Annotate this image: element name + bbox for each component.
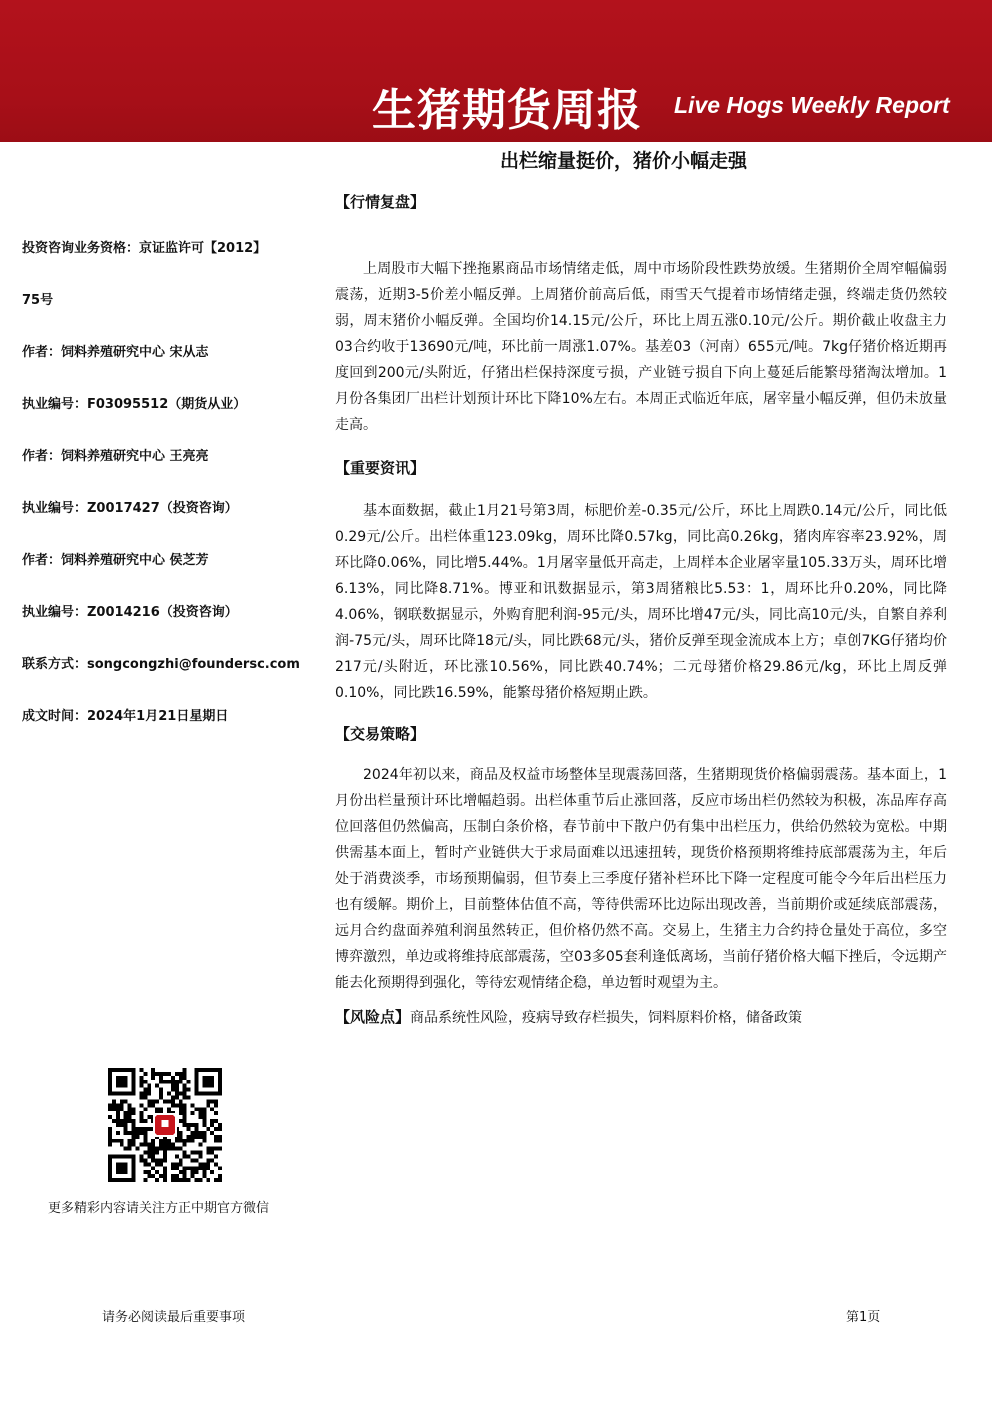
contact-email: 联系方式：songcongzhi@foundersc.com <box>22 657 300 672</box>
wechat-qr-code-icon <box>108 1068 222 1182</box>
section-title-review: 【行情复盘】 <box>335 193 426 211</box>
report-title-cn: 生猪期货周报 <box>372 85 642 136</box>
header-banner <box>0 0 992 142</box>
author-3: 作者：饲料养殖研究中心 侯芝芳 <box>22 553 209 568</box>
risk-line <box>335 1004 947 1031</box>
section-title-risk: 【风险点】 <box>335 1008 411 1026</box>
author-1-license: 执业编号：F03095512（期货从业） <box>22 397 247 412</box>
author-info-panel <box>22 236 312 756</box>
section-title-strategy: 【交易策略】 <box>335 725 426 743</box>
footer-notice: 请务必阅读最后重要事项 <box>102 1310 246 1325</box>
author-2-license: 执业编号：Z0017427（投资咨询） <box>22 501 238 516</box>
report-body <box>335 188 947 1031</box>
publish-date: 成文时间：2024年1月21日星期日 <box>22 709 229 724</box>
qualification-line-2: 75号 <box>22 293 54 308</box>
qr-caption: 更多精彩内容请关注方正中期官方微信 <box>48 1201 270 1216</box>
report-subtitle: 出栏缩量挺价，猪价小幅走强 <box>500 150 748 172</box>
section-title-news: 【重要资讯】 <box>335 459 426 477</box>
page-number: 第1页 <box>846 1310 881 1325</box>
author-2: 作者：饲料养殖研究中心 王亮亮 <box>22 449 209 464</box>
report-title-en: Live Hogs Weekly Report <box>674 92 950 118</box>
qualification-line-1: 投资咨询业务资格：京证监许可【2012】 <box>22 241 267 256</box>
section-body-news: 基本面数据，截止1月21号第3周，标肥价差-0.35元/公斤，环比上周跌0.14元/公斤，同比低0.29元/公斤。出栏体重123.09kg，周环比降0.57kg，同比高0.26kg，猪肉库容率23.92%，周环比降0.06%，同比增5.44%。1月屠宰量低开高走，上周样本企业屠宰量105.33万头，周环比增6.13%，同比降8.71%。博亚和讯数据显示，第3周猪粮比5.53：1，周环比升0.20%，同比降4.06%，钢联数据显示，外购育肥利润-95元/头，周环比增47元/头，同比高10元/头，自繁自养利润-75元/头，周环比降18元/头，同比跌68元/头，猪价反弹至现金流成本上方；卓创7KG仔猪均价217元/头附近，环比涨10.56%，同比跌40.74%；二元母猪价格29.86元/kg，环比上周反弹0.10%，同比跌16.59%，能繁母猪价格短期止跌。 <box>335 503 947 701</box>
author-3-license: 执业编号：Z0014216（投资咨询） <box>22 605 238 620</box>
section-body-risk: 商品系统性风险，疫病导致存栏损失，饲料原料价格，储备政策 <box>410 1010 803 1026</box>
section-body-strategy: 2024年初以来，商品及权益市场整体呈现震荡回落，生猪期现货价格偏弱震荡。基本面上，1月份出栏量预计环比增幅趋弱。出栏体重节后止涨回落，反应市场出栏仍然较为积极，冻品库存高位回落但仍然偏高，压制白条价格，春节前中下散户仍有集中出栏压力，供给仍然较为宽松。中期供需基本面上，暂时产业链供大于求局面难以迅速扭转，现货价格预期将维持底部震荡为主，年后处于消费淡季，市场预期偏弱，但节奏上三季度仔猪补栏环比下降一定程度可能令今年后出栏压力也有缓解。期价上，目前整体估值不高，等待供需环比边际出现改善，当前期价或延续底部震荡，远月合约盘面养殖利润虽然转正，但价格仍然不高。交易上，生猪主力合约持仓量处于高位，多空博弈激烈，单边或将维持底部震荡，空03多05套利逢低离场，当前仔猪价格大幅下挫后，令远期产能去化预期得到强化，等待宏观情绪企稳，单边暂时观望为主。 <box>335 767 947 991</box>
section-body-review: 上周股市大幅下挫拖累商品市场情绪走低，周中市场阶段性跌势放缓。生猪期价全周窄幅偏弱震荡，近期3-5价差小幅反弹。上周猪价前高后低，雨雪天气提着市场情绪走强，终端走货仍然较弱，周末猪价小幅反弹。全国均价14.15元/公斤，环比上周五涨0.10元/公斤。期价截止收盘主力03合约收于13690元/吨，环比前一周涨1.07%。基差03（河南）655元/吨。7kg仔猪价格近期再度回到200元/头附近，仔猪出栏保持深度亏损，产业链亏损自下向上蔓延后能繁母猪淘汰增加。1月份各集团厂出栏计划预计环比下降10%左右。本周正式临近年底，屠宰量小幅反弹，但仍未放量走高。 <box>335 261 947 433</box>
author-1: 作者：饲料养殖研究中心 宋从志 <box>22 345 209 360</box>
